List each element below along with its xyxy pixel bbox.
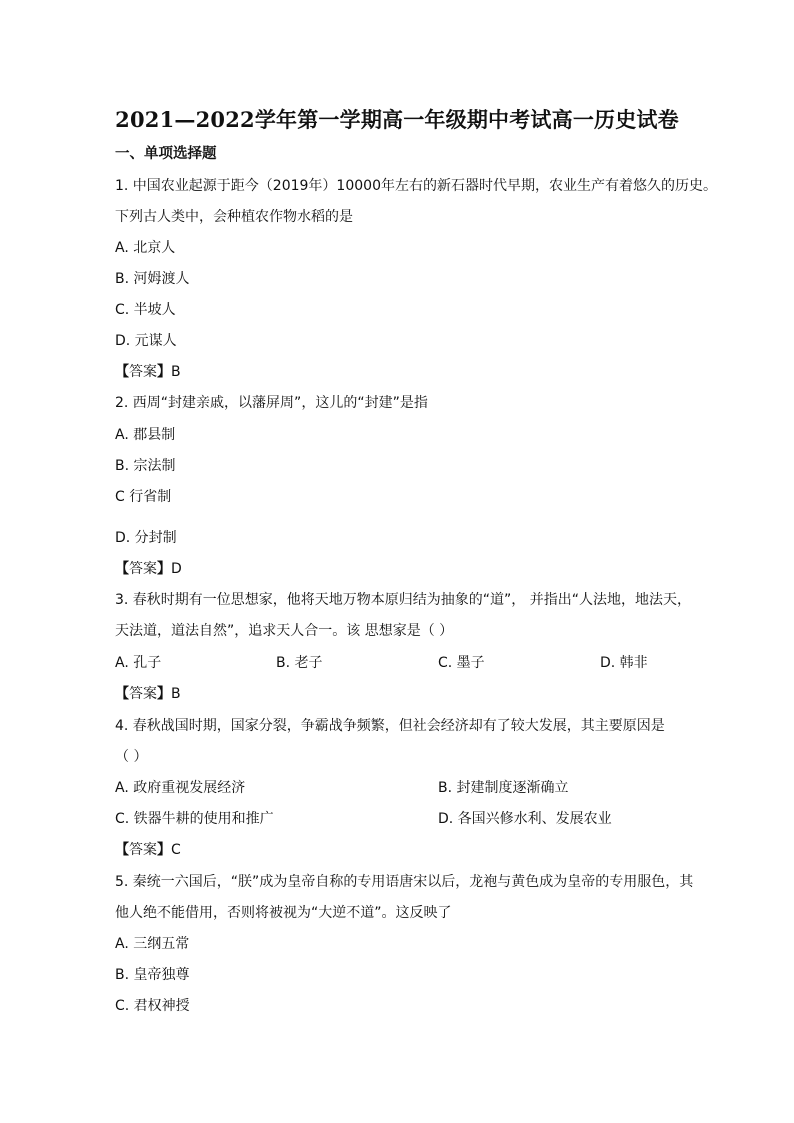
q2-option-d: D. 分封制 bbox=[115, 530, 177, 546]
q3-answer bbox=[115, 685, 181, 703]
q5-stem-line-1: 5. 秦统一六国后，“朕”成为皇帝自称的专用语唐宋以后，龙袍与黄色成为皇帝的专用服色，其 bbox=[115, 874, 694, 890]
answer-value: B bbox=[171, 364, 181, 380]
answer-value: D bbox=[171, 561, 182, 577]
answer-label: 答案 bbox=[129, 686, 157, 702]
q4-option-c: C. 铁器牛耕的使用和推广 bbox=[115, 811, 274, 827]
answer-bracket-open: 【 bbox=[115, 364, 129, 380]
q3-option-b: B. 老子 bbox=[276, 655, 323, 671]
answer-bracket-open: 【 bbox=[115, 561, 129, 577]
q1-option-c: C. 半坡人 bbox=[115, 302, 176, 318]
q2-option-a: A. 郡县制 bbox=[115, 427, 176, 443]
q5-stem-line-2: 他人绝不能借用，否则将被视为“大逆不道”。这反映了 bbox=[115, 905, 452, 921]
q2-option-b: B. 宗法制 bbox=[115, 458, 176, 474]
answer-bracket-close: 】 bbox=[157, 842, 171, 858]
q1-answer bbox=[115, 363, 181, 381]
answer-bracket-open: 【 bbox=[115, 842, 129, 858]
answer-label: 答案 bbox=[129, 842, 157, 858]
q3-option-c: C. 墨子 bbox=[438, 655, 485, 671]
section-heading: 一、单项选择题 bbox=[115, 146, 217, 162]
q1-stem-line-1: 1. 中国农业起源于距今（2019年）10000年左右的新石器时代早期，农业生产有着悠久的历史。 bbox=[115, 178, 717, 194]
q3-option-a: A. 孔子 bbox=[115, 655, 162, 671]
q2-option-c: C 行省制 bbox=[115, 489, 172, 505]
q5-option-c: C. 君权神授 bbox=[115, 998, 190, 1014]
q2-answer bbox=[115, 560, 182, 578]
answer-label: 答案 bbox=[129, 364, 157, 380]
q3-stem-line-1: 3. 春秋时期有一位思想家，他将天地万物本原归结为抽象的“道”， 并指出“人法地，地法天， bbox=[115, 592, 692, 608]
q4-option-d: D. 各国兴修水利、发展农业 bbox=[438, 811, 612, 827]
q3-option-d: D. 韩非 bbox=[600, 655, 648, 671]
q4-option-b: B. 封建制度逐渐确立 bbox=[438, 780, 569, 796]
q4-answer bbox=[115, 841, 181, 859]
answer-bracket-open: 【 bbox=[115, 686, 129, 702]
answer-value: C bbox=[171, 842, 181, 858]
q1-option-d: D. 元谋人 bbox=[115, 333, 177, 349]
answer-value: B bbox=[171, 686, 181, 702]
q1-option-b: B. 河姆渡人 bbox=[115, 271, 190, 287]
q2-stem-line-1: 2. 西周“封建亲戚，以藩屏周”，这儿的“封建”是指 bbox=[115, 395, 428, 411]
q5-option-b: B. 皇帝独尊 bbox=[115, 967, 190, 983]
q4-stem-line-1: 4. 春秋战国时期，国家分裂，争霸战争频繁，但社会经济却有了较大发展，其主要原因是 bbox=[115, 718, 665, 734]
answer-bracket-close: 】 bbox=[157, 561, 171, 577]
q1-stem-line-2: 下列古人类中，会种植农作物水稻的是 bbox=[115, 209, 353, 225]
q1-option-a: A. 北京人 bbox=[115, 240, 176, 256]
q3-stem-line-2: 天法道，道法自然”，追求天人合一。该 思想家是（ ） bbox=[115, 623, 454, 639]
q4-option-a: A. 政府重视发展经济 bbox=[115, 780, 246, 796]
answer-bracket-close: 】 bbox=[157, 364, 171, 380]
answer-label: 答案 bbox=[129, 561, 157, 577]
q5-option-a: A. 三纲五常 bbox=[115, 936, 190, 952]
exam-title: 2021—2022学年第一学期高一年级期中考试高一历史试卷 bbox=[115, 107, 679, 132]
answer-bracket-close: 】 bbox=[157, 686, 171, 702]
q4-stem-line-2: （ ） bbox=[115, 749, 148, 765]
